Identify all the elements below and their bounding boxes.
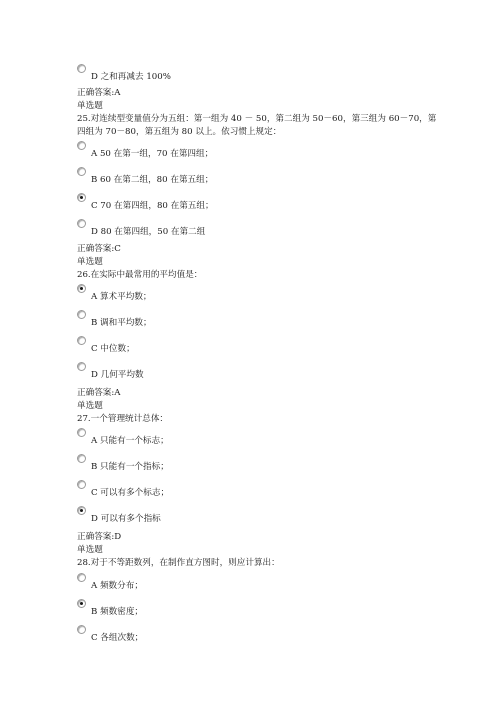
option-label[interactable]: C 中位数； [91,344,135,354]
option-label[interactable]: D 80 在第四组，50 在第二组 [91,227,206,237]
option-label[interactable]: A 50 在第一组，70 在第四组； [91,149,214,159]
correct-answer: 正确答案:C [77,244,121,254]
question-text: 28.对于不等距数列，在制作直方图时，则应计算出： [77,558,280,568]
option-label[interactable]: C 70 在第四组，80 在第五组； [91,201,214,211]
radio-selected[interactable] [77,284,86,293]
question-text: 27.一个管理统计总体： [77,414,169,424]
option-label[interactable]: D 可以有多个指标 [91,514,161,524]
option-label[interactable]: C 各组次数； [91,633,144,643]
option-label[interactable]: B 60 在第二组，80 在第五组； [91,175,214,185]
radio-option[interactable] [77,64,86,73]
correct-answer: 正确答案:A [77,88,121,98]
radio-selected[interactable] [77,599,86,608]
radio-option[interactable] [77,141,86,150]
question-type-label: 单选题 [77,101,103,111]
option-label[interactable]: C 可以有多个标志； [91,488,170,498]
radio-option[interactable] [77,428,86,437]
radio-selected[interactable] [77,506,86,515]
option-label[interactable]: B 频数密度； [91,607,144,617]
radio-option[interactable] [77,336,86,345]
radio-option[interactable] [77,480,86,489]
question-text: 26.在实际中最常用的平均值是： [77,270,203,280]
radio-selected[interactable] [77,193,86,202]
radio-option[interactable] [77,573,86,582]
question-type-label: 单选题 [77,257,103,267]
correct-answer: 正确答案:D [77,532,122,542]
radio-option[interactable] [77,167,86,176]
question-text: 25.对连续型变量值分为五组：第一组为 40 － 50，第二组为 50－60，第三组为 60－70，第 [77,114,437,124]
option-label[interactable]: A 算术平均数； [91,292,152,302]
option-label[interactable]: A 频数分布； [91,581,143,591]
radio-option[interactable] [77,625,86,634]
radio-option[interactable] [77,454,86,463]
option-label[interactable]: B 只能有一个指标； [91,462,169,472]
option-label[interactable]: B 调和平均数； [91,318,152,328]
option-label[interactable]: A 只能有一个标志； [91,436,169,446]
question-type-label: 单选题 [77,545,103,555]
radio-option[interactable] [77,219,86,228]
radio-option[interactable] [77,362,86,371]
option-label[interactable]: D 几何平均数 [91,370,144,380]
radio-option[interactable] [77,310,86,319]
question-type-label: 单选题 [77,401,103,411]
correct-answer: 正确答案:A [77,388,121,398]
option-label[interactable]: D 之和再减去 100% [91,72,171,82]
question-text: 四组为 70－80，第五组为 80 以上。依习惯上规定： [77,127,282,137]
